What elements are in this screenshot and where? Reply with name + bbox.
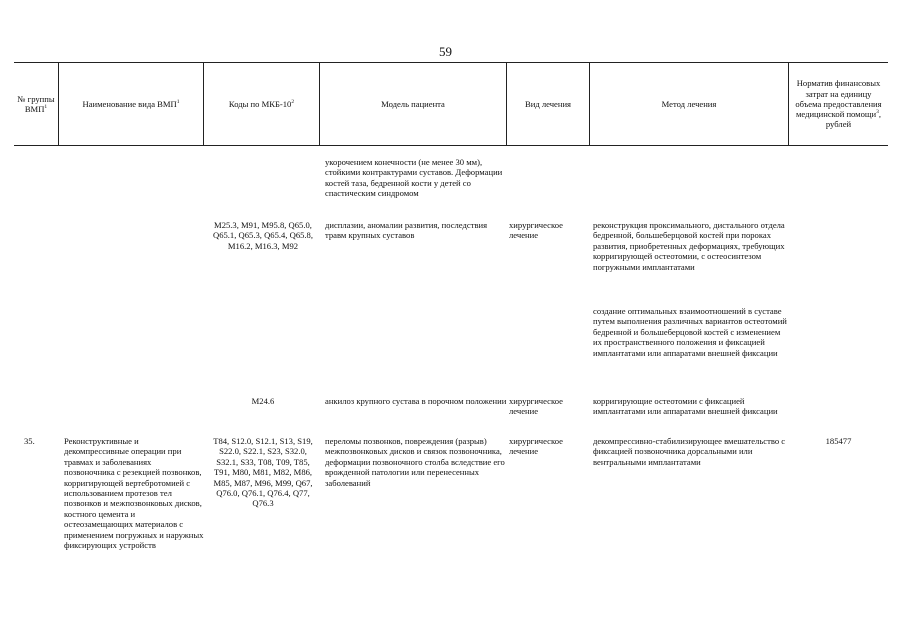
- row4-treatment-type: хирургическое лечение: [509, 396, 563, 417]
- row5-norm-cost: 185477: [825, 436, 852, 446]
- header-treatment-type: Вид лечения: [524, 98, 572, 109]
- header-vmp-name: Наименование вида ВМП$^1$: [82, 98, 180, 109]
- row1-patient-model: укорочением конечности (не менее 30 мм), стойкими контрактурами суставов. Деформации костей таза, бедренной кости у детей со спастическим синдромом: [325, 157, 503, 199]
- row2-treatment-method: реконструкция проксимального, дистального отдела бедренной, большеберцовой костей при пороках развития, приобретенных деформациях, требующих корригирующей остеотомии, с остеосинтезом погружными имплантатами: [593, 220, 785, 272]
- row4-treatment-method: корригирующие остеотомии с фиксацией имплантатами или аппаратами внешней фиксации: [593, 396, 778, 417]
- row5-patient-model: переломы позвонков, повреждения (разрыв) межпозвонковых дисков и связок позвоночника, деформации позвоночного столба вследствие его врожденной патологии или перенесенных заболеваний: [325, 436, 505, 488]
- row4-icd-codes: M24.6: [251, 396, 275, 406]
- row5-treatment-method: декомпрессивно-стабилизирующее вмешательство с фиксацией позвоночника дорсальными или вентральными имплантатами: [593, 436, 786, 467]
- header-group-no: № группы ВМП$^1$: [17, 93, 55, 114]
- row5-icd-codes: T84, S12.0, S12.1, S13, S19, S22.0, S22.1, S23, S32.0, S32.1, S33, T08, T09, T85, T91, M80, M81, M82, M86, M85, M87, M96, M99, Q67, Q76.0, Q76.1, Q76.4, Q77, Q76.3: [213, 436, 313, 509]
- header-treatment-method: Метод лечения: [661, 98, 717, 109]
- page-number: 59: [439, 44, 452, 59]
- row5-group-no: 35.: [24, 436, 35, 446]
- row5-treatment-type: хирургическое лечение: [509, 436, 563, 457]
- row2-icd-codes: M25.3, M91, M95.8, Q65.0, Q65.1, Q65.3, Q65.4, Q65.8, M16.2, M16.3, M92: [212, 220, 314, 251]
- row3-treatment-method: создание оптимальных взаимоотношений в суставе путем выполнения различных вариантов остеотомий бедренной и большеберцовой костей с изменением их пространственного положения и фиксацией имплантатами или аппаратами внешней фиксации: [593, 306, 787, 358]
- header-icd-codes: Коды по МКБ-$10^2$: [228, 98, 295, 109]
- row2-treatment-type: хирургическое лечение: [509, 220, 563, 241]
- row2-patient-model: дисплазии, аномалии развития, последствия травм крупных суставов: [325, 220, 488, 241]
- row5-vmp-name: Реконструктивные и декомпрессивные операции при травмах и заболеваниях позвоночника с резекцией позвонков, корригирующей вертебротомией с использованием протезов тел позвонков и межпозвонковых дисков, костного цемента и остеозамещающих материалов с применением погружных и наружных фиксирующих устройств: [64, 436, 204, 551]
- header-norm-cost: Норматив финансовых затрат на единицу объема предоставления медицинской помощи$^3$, рублей: [795, 78, 882, 130]
- header-patient-model: Модель пациента: [381, 98, 445, 109]
- row4-patient-model: анкилоз крупного сустава в порочном положении: [325, 396, 507, 406]
